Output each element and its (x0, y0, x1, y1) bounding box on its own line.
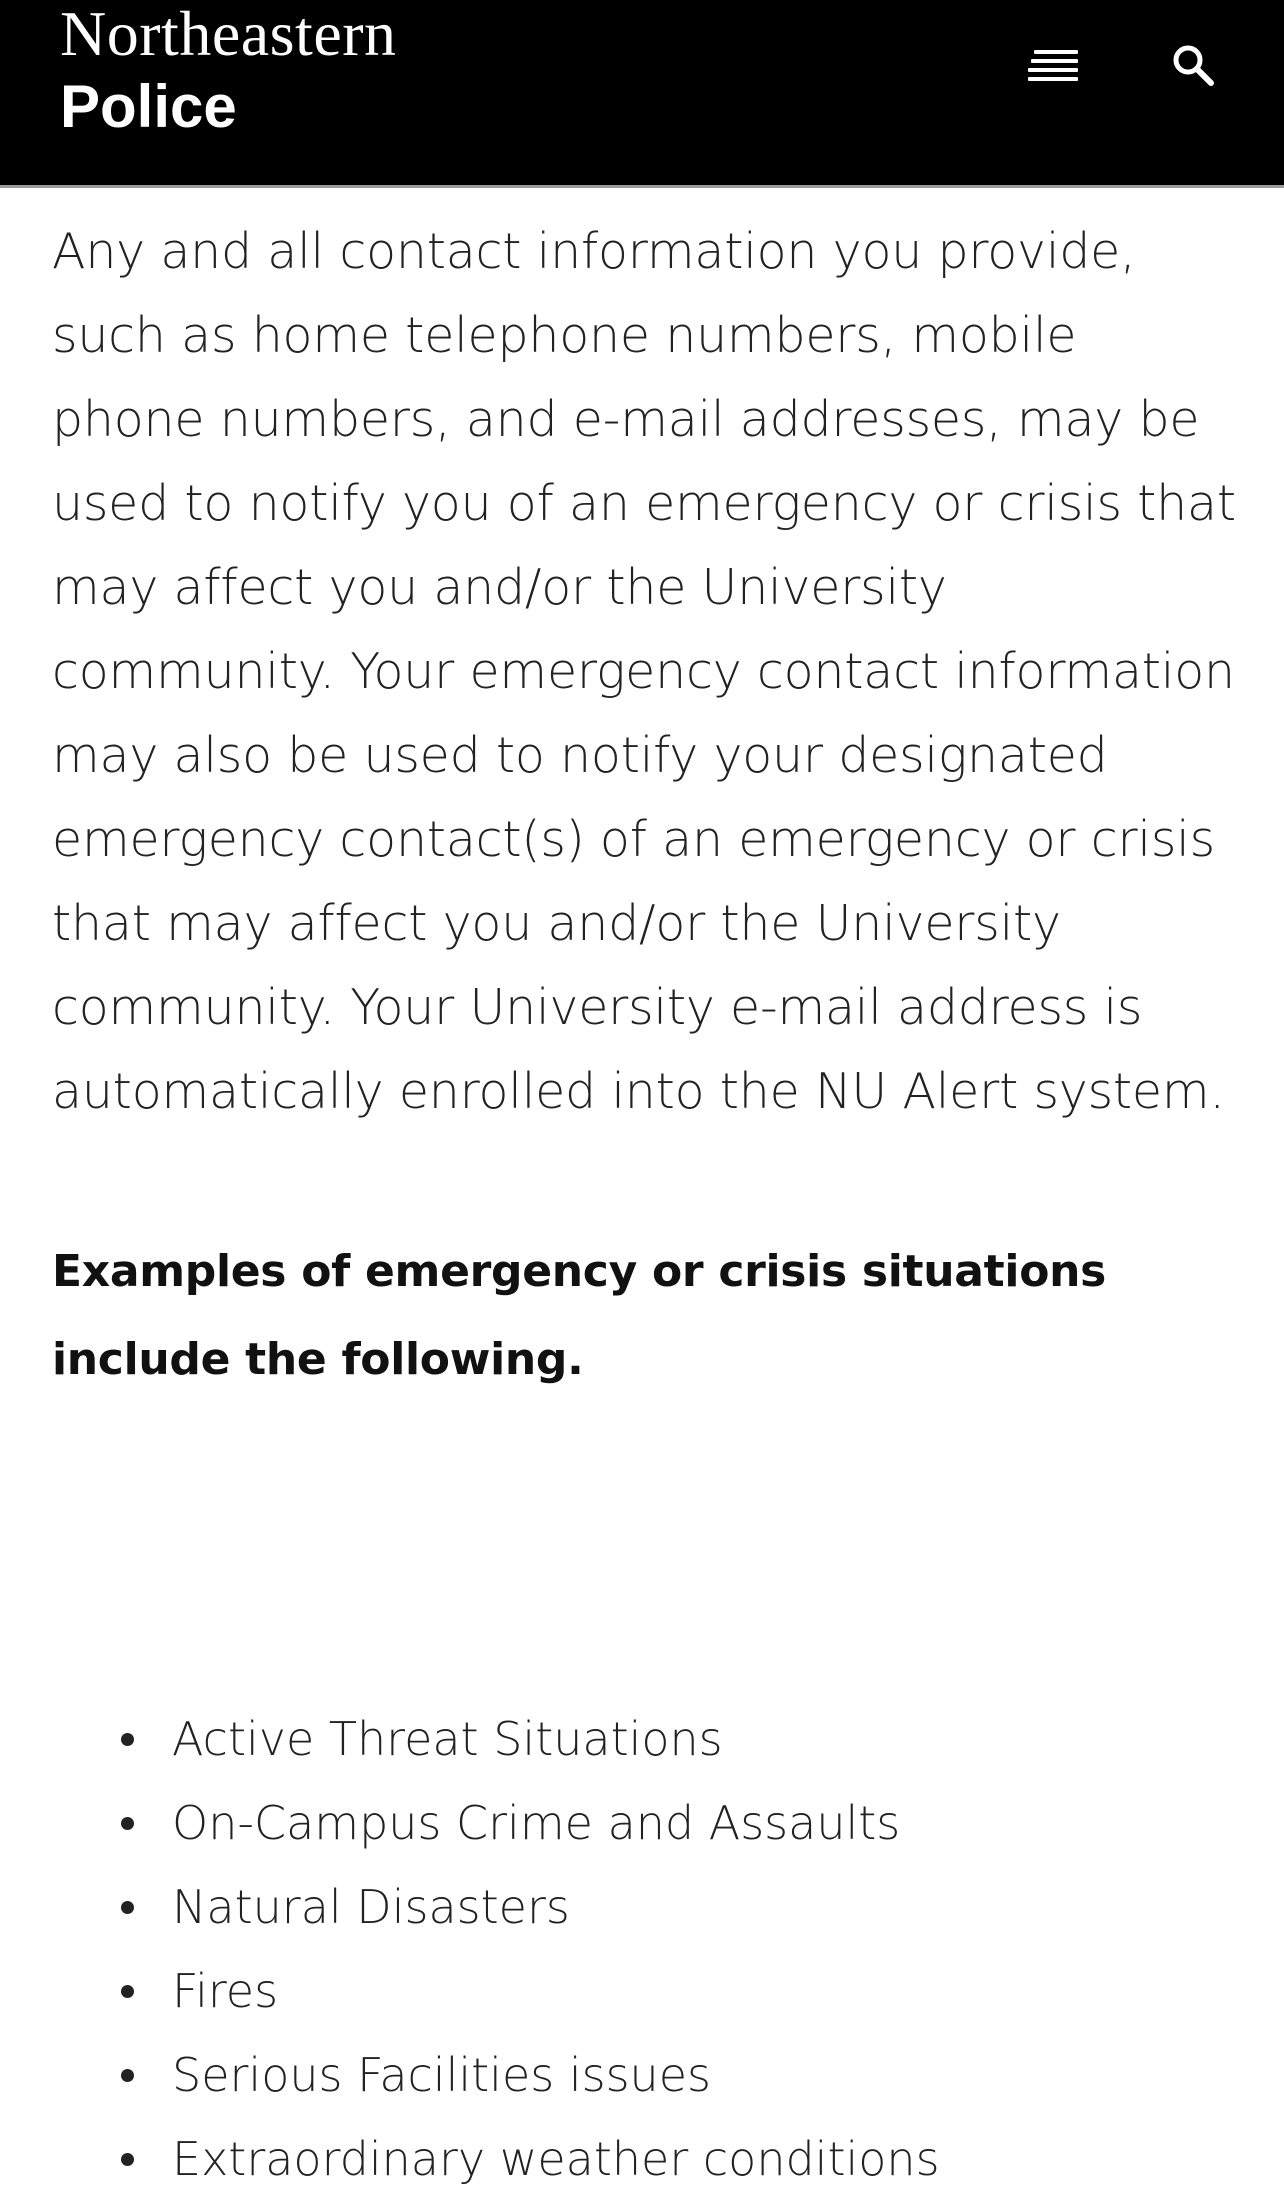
list-item (52, 2117, 1242, 2201)
logo-northeastern: Northeastern (60, 0, 397, 69)
bullet-icon (121, 1817, 134, 1830)
logo-police: Police (60, 73, 237, 140)
bullet-icon (121, 2069, 134, 2082)
menu-button[interactable] (1028, 46, 1084, 86)
main-content (52, 210, 1242, 2186)
site-header (0, 0, 1284, 188)
list-item-text: Natural Disasters (172, 1880, 570, 1934)
bullet-icon (121, 1901, 134, 1914)
list-item-text: Fires (172, 1964, 279, 2018)
bullet-icon (121, 2153, 134, 2166)
list-item-text: On-Campus Crime and Assaults (172, 1796, 901, 1850)
list-item-text: Serious Facilities issues (172, 2048, 711, 2102)
search-icon (1168, 40, 1220, 92)
search-button[interactable] (1168, 40, 1220, 92)
bullet-icon (121, 1733, 134, 1746)
list-item (52, 2033, 1242, 2117)
examples-heading: Examples of emergency or crisis situations include the following. (52, 1246, 1107, 1385)
examples-list (52, 1697, 1242, 2201)
list-item (52, 1781, 1242, 1865)
intro-paragraph: Any and all contact information you provide, such as home telephone numbers, mobile phone numbers, and e-mail addresses, may be used to notify you of an emergency or crisis that may affect you and/or the University community. Your emergency contact information may also be used to notify your designated emergency contact(s) of an emergency or crisis that may affect you and/or the University community. Your University e-mail address is automatically enrolled into the NU Alert system. (52, 223, 1236, 1120)
bullet-icon (121, 1985, 134, 1998)
list-item (52, 1865, 1242, 1949)
list-item (52, 1697, 1242, 1781)
list-item-text: Active Threat Situations (172, 1712, 723, 1766)
list-item (52, 1949, 1242, 2033)
list-item-text: Extraordinary weather conditions (172, 2132, 940, 2186)
hamburger-menu-icon (1028, 46, 1084, 86)
